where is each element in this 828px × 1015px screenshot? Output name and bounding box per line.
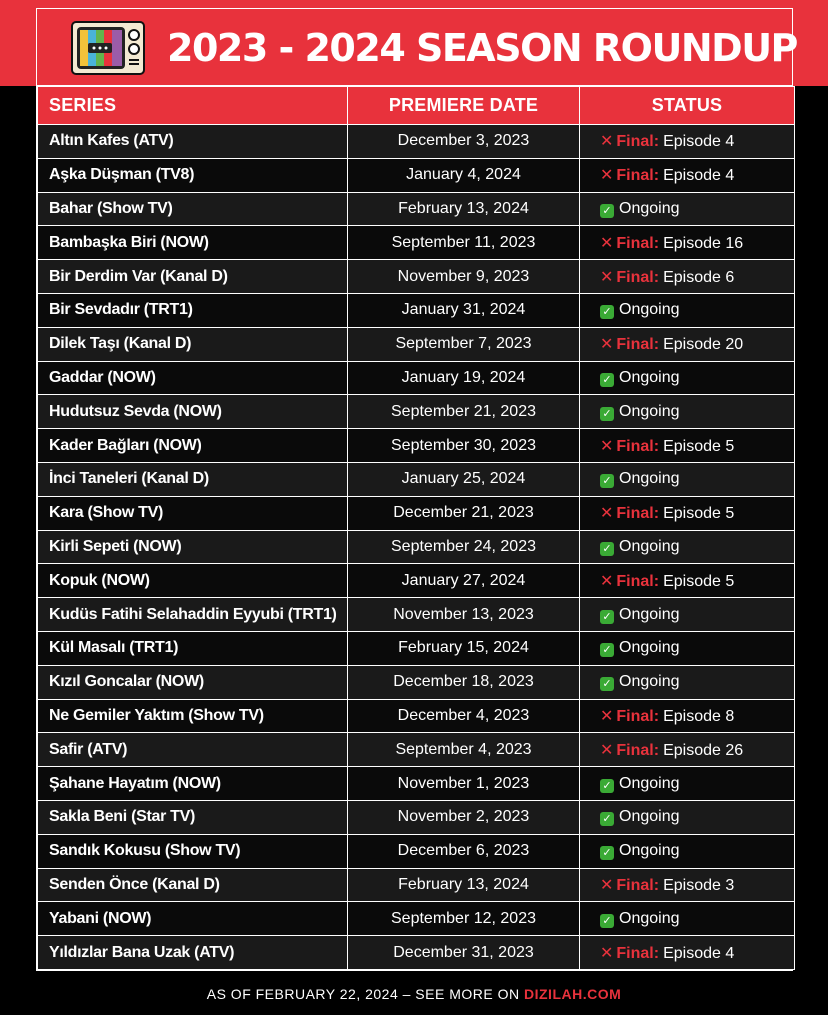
tv-icon (71, 21, 145, 75)
check-icon: ✓ (600, 643, 614, 657)
table-row (38, 699, 795, 733)
final-label: Final: (616, 876, 660, 894)
check-icon: ✓ (600, 305, 614, 319)
series-cell: Kirli Sepeti (NOW) (38, 530, 348, 564)
series-cell: Ne Gemiler Yaktım (Show TV) (38, 699, 348, 733)
final-label: Final: (616, 133, 660, 151)
final-label: Final: (616, 505, 660, 523)
cross-icon: ✕ (600, 741, 614, 759)
status-detail: Ongoing (619, 639, 680, 657)
table-row (38, 260, 795, 294)
table-row (38, 496, 795, 530)
cross-icon: ✕ (600, 167, 614, 185)
table-row (38, 936, 795, 970)
table-row (38, 361, 795, 395)
status-detail: Ongoing (619, 301, 680, 319)
status-cell (580, 800, 795, 834)
status-detail: Episode 5 (663, 505, 735, 523)
series-cell: Yıldızlar Bana Uzak (ATV) (38, 936, 348, 970)
table-row (38, 564, 795, 598)
status-detail: Ongoing (619, 199, 680, 217)
status-detail: Episode 16 (663, 234, 744, 252)
series-cell: Safir (ATV) (38, 733, 348, 767)
premiere-date-cell: December 3, 2023 (348, 125, 580, 159)
cross-icon: ✕ (600, 707, 614, 725)
final-label: Final: (616, 707, 660, 725)
table-row (38, 226, 795, 260)
check-icon: ✓ (600, 779, 614, 793)
status-cell (580, 226, 795, 260)
status-cell (580, 902, 795, 936)
premiere-date-cell: December 4, 2023 (348, 699, 580, 733)
premiere-date-cell: September 30, 2023 (348, 429, 580, 463)
table-row (38, 429, 795, 463)
table-row (38, 158, 795, 192)
premiere-date-cell: January 27, 2024 (348, 564, 580, 598)
status-cell (580, 767, 795, 801)
status-cell (580, 936, 795, 970)
final-label: Final: (616, 437, 660, 455)
series-cell: Dilek Taşı (Kanal D) (38, 327, 348, 361)
header-banner (0, 0, 828, 86)
cross-icon: ✕ (600, 876, 614, 894)
check-icon: ✓ (600, 474, 614, 488)
check-icon: ✓ (600, 373, 614, 387)
series-cell: Altın Kafes (ATV) (38, 125, 348, 159)
status-detail: Episode 4 (663, 944, 735, 962)
premiere-date-cell: September 24, 2023 (348, 530, 580, 564)
status-cell (580, 395, 795, 429)
status-detail: Ongoing (619, 909, 680, 927)
status-cell (580, 260, 795, 294)
status-detail: Ongoing (619, 605, 680, 623)
final-label: Final: (616, 741, 660, 759)
series-cell: Kudüs Fatihi Selahaddin Eyyubi (TRT1) (38, 598, 348, 632)
table-row (38, 834, 795, 868)
status-cell (580, 429, 795, 463)
status-cell (580, 327, 795, 361)
status-cell (580, 462, 795, 496)
premiere-date-cell: November 13, 2023 (348, 598, 580, 632)
cross-icon: ✕ (600, 133, 614, 151)
series-cell: Bir Derdim Var (Kanal D) (38, 260, 348, 294)
premiere-date-cell: September 7, 2023 (348, 327, 580, 361)
status-cell (580, 665, 795, 699)
status-detail: Ongoing (619, 842, 680, 860)
series-cell: Yabani (NOW) (38, 902, 348, 936)
premiere-date-cell: November 1, 2023 (348, 767, 580, 801)
series-cell: Gaddar (NOW) (38, 361, 348, 395)
premiere-date-cell: January 4, 2024 (348, 158, 580, 192)
table-row (38, 733, 795, 767)
status-cell (580, 361, 795, 395)
table-row (38, 868, 795, 902)
status-detail: Episode 4 (663, 133, 735, 151)
premiere-date-cell: September 11, 2023 (348, 226, 580, 260)
status-detail: Ongoing (619, 808, 680, 826)
series-cell: Kızıl Goncalar (NOW) (38, 665, 348, 699)
cross-icon: ✕ (600, 944, 614, 962)
footer-text: AS OF FEBRUARY 22, 2024 – SEE MORE ON (206, 986, 520, 1002)
table-row (38, 631, 795, 665)
premiere-date-cell: February 15, 2024 (348, 631, 580, 665)
final-label: Final: (616, 336, 660, 354)
series-cell: Sandık Kokusu (Show TV) (38, 834, 348, 868)
footer (0, 986, 828, 1002)
premiere-date-cell: December 21, 2023 (348, 496, 580, 530)
status-detail: Episode 6 (663, 268, 735, 286)
status-detail: Episode 5 (663, 572, 735, 590)
status-cell (580, 631, 795, 665)
status-detail: Ongoing (619, 470, 680, 488)
series-cell: Senden Önce (Kanal D) (38, 868, 348, 902)
table-row (38, 293, 795, 327)
final-label: Final: (616, 167, 660, 185)
status-cell (580, 564, 795, 598)
status-cell (580, 530, 795, 564)
table-row (38, 767, 795, 801)
status-detail: Ongoing (619, 402, 680, 420)
series-cell: Kara (Show TV) (38, 496, 348, 530)
status-cell (580, 598, 795, 632)
cross-icon: ✕ (600, 505, 614, 523)
status-detail: Episode 4 (663, 167, 735, 185)
premiere-date-cell: January 31, 2024 (348, 293, 580, 327)
status-cell (580, 293, 795, 327)
check-icon: ✓ (600, 846, 614, 860)
status-detail: Episode 20 (663, 336, 744, 354)
premiere-date-cell: December 6, 2023 (348, 834, 580, 868)
season-table (37, 86, 795, 970)
status-detail: Ongoing (619, 673, 680, 691)
status-cell (580, 192, 795, 226)
table-row (38, 530, 795, 564)
header-frame (36, 8, 797, 86)
check-icon: ✓ (600, 677, 614, 691)
status-cell (580, 125, 795, 159)
premiere-date-cell: November 9, 2023 (348, 260, 580, 294)
cross-icon: ✕ (600, 336, 614, 354)
status-detail: Ongoing (619, 774, 680, 792)
table-row (38, 327, 795, 361)
status-detail: Episode 26 (663, 741, 744, 759)
table-row (38, 125, 795, 159)
final-label: Final: (616, 572, 660, 590)
season-table-container (36, 85, 793, 971)
status-detail: Episode 3 (663, 876, 735, 894)
series-cell: Bir Sevdadır (TRT1) (38, 293, 348, 327)
column-header-series: SERIES (38, 87, 348, 125)
table-header-row (38, 87, 795, 125)
column-header-status: STATUS (580, 87, 795, 125)
table-row (38, 462, 795, 496)
premiere-date-cell: December 31, 2023 (348, 936, 580, 970)
series-cell: Bambaşka Biri (NOW) (38, 226, 348, 260)
cross-icon: ✕ (600, 268, 614, 286)
status-cell (580, 158, 795, 192)
status-detail: Ongoing (619, 368, 680, 386)
premiere-date-cell: September 21, 2023 (348, 395, 580, 429)
table-row (38, 665, 795, 699)
series-cell: Aşka Düşman (TV8) (38, 158, 348, 192)
check-icon: ✓ (600, 542, 614, 556)
table-row (38, 598, 795, 632)
check-icon: ✓ (600, 204, 614, 218)
check-icon: ✓ (600, 812, 614, 826)
premiere-date-cell: February 13, 2024 (348, 868, 580, 902)
final-label: Final: (616, 944, 660, 962)
table-row (38, 192, 795, 226)
series-cell: Şahane Hayatım (NOW) (38, 767, 348, 801)
column-header-premiere-date: PREMIERE DATE (348, 87, 580, 125)
premiere-date-cell: December 18, 2023 (348, 665, 580, 699)
final-label: Final: (616, 268, 660, 286)
status-detail: Episode 5 (663, 437, 735, 455)
cross-icon: ✕ (600, 234, 614, 252)
status-detail: Ongoing (619, 537, 680, 555)
check-icon: ✓ (600, 610, 614, 624)
series-cell: Sakla Beni (Star TV) (38, 800, 348, 834)
cross-icon: ✕ (600, 572, 614, 590)
final-label: Final: (616, 234, 660, 252)
premiere-date-cell: January 25, 2024 (348, 462, 580, 496)
table-row (38, 902, 795, 936)
table-row (38, 800, 795, 834)
series-cell: Kopuk (NOW) (38, 564, 348, 598)
status-cell (580, 868, 795, 902)
premiere-date-cell: January 19, 2024 (348, 361, 580, 395)
status-cell (580, 834, 795, 868)
series-cell: İnci Taneleri (Kanal D) (38, 462, 348, 496)
status-cell (580, 496, 795, 530)
status-cell (580, 733, 795, 767)
page-title: 2023 - 2024 SEASON ROUNDUP (167, 26, 797, 70)
status-cell (580, 699, 795, 733)
footer-site-link[interactable]: DIZILAH.COM (524, 986, 622, 1002)
series-cell: Hudutsuz Sevda (NOW) (38, 395, 348, 429)
series-cell: Kader Bağları (NOW) (38, 429, 348, 463)
series-cell: Kül Masalı (TRT1) (38, 631, 348, 665)
status-detail: Episode 8 (663, 707, 735, 725)
cross-icon: ✕ (600, 437, 614, 455)
premiere-date-cell: November 2, 2023 (348, 800, 580, 834)
check-icon: ✓ (600, 407, 614, 421)
table-row (38, 395, 795, 429)
check-icon: ✓ (600, 914, 614, 928)
premiere-date-cell: September 4, 2023 (348, 733, 580, 767)
premiere-date-cell: September 12, 2023 (348, 902, 580, 936)
premiere-date-cell: February 13, 2024 (348, 192, 580, 226)
series-cell: Bahar (Show TV) (38, 192, 348, 226)
